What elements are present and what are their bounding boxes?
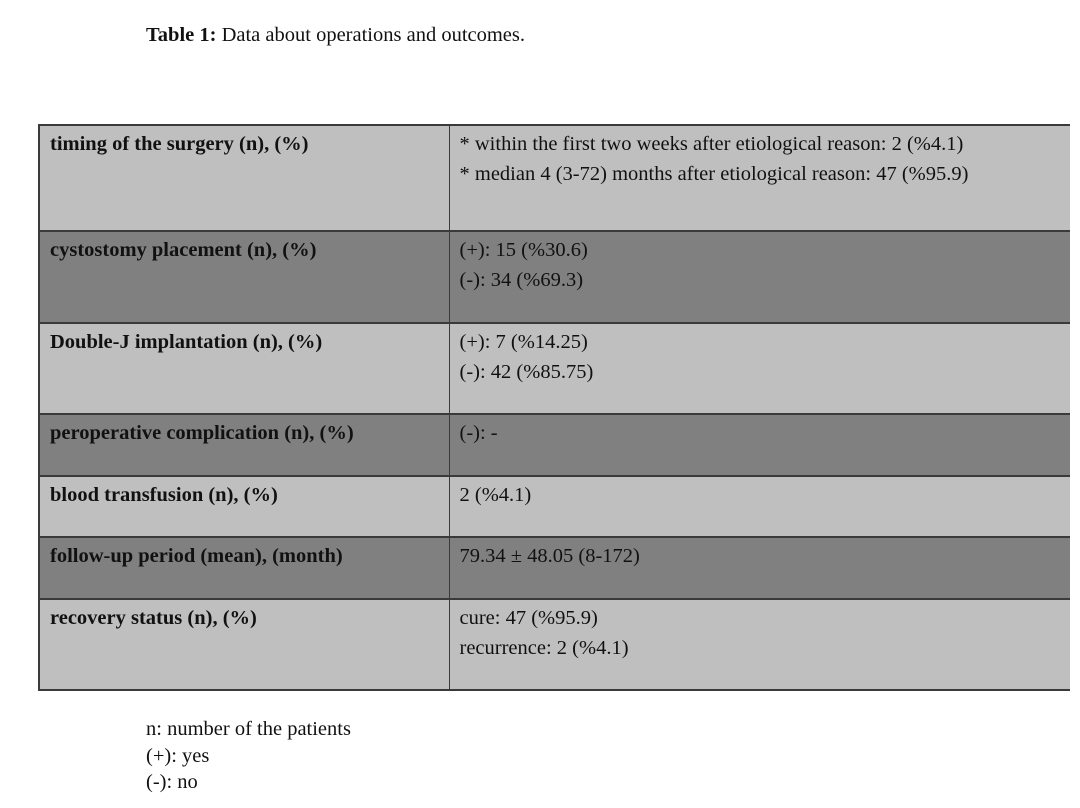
value-line: (-): - [459, 422, 498, 444]
row-label-transfusion: blood transfusion (n), (%) [39, 476, 449, 537]
table-caption-text: Data about operations and outcomes. [216, 24, 526, 46]
value-line: 79.34 ± 48.05 (8-172) [459, 545, 640, 567]
row-value-follow-up [449, 537, 1070, 599]
row-label-cystostomy: cystostomy placement (n), (%) [39, 231, 449, 323]
row-value-peroperative [449, 414, 1070, 476]
table-footnotes [146, 716, 351, 796]
row-value-timing [449, 125, 1070, 231]
row-value-transfusion [449, 476, 1070, 537]
value-line: (+): 7 (%14.25) [459, 331, 588, 353]
value-line: cure: 47 (%95.9) [459, 607, 598, 629]
footnote-no: (-): no [146, 771, 198, 793]
value-line: 2 (%4.1) [459, 484, 532, 506]
table-row-transfusion [39, 476, 1070, 537]
row-label-double-j: Double-J implantation (n), (%) [39, 323, 449, 414]
table-row-timing [39, 125, 1070, 231]
value-line: (+): 15 (%30.6) [459, 239, 588, 261]
value-line: recurrence: 2 (%4.1) [459, 636, 629, 659]
row-value-double-j [449, 323, 1070, 414]
table-row-peroperative [39, 414, 1070, 476]
footnote-n: n: number of the patients [146, 718, 351, 740]
table-caption-label: Table 1: [146, 24, 217, 46]
table-row-follow-up [39, 537, 1070, 599]
row-value-recovery [449, 599, 1070, 690]
table-row-recovery [39, 599, 1070, 690]
footnote-yes: (+): yes [146, 744, 210, 767]
table-row-double-j [39, 323, 1070, 414]
row-label-timing: timing of the surgery (n), (%) [39, 125, 449, 231]
value-line: * median 4 (3-72) months after etiological reason: 47 (%95.9) [459, 162, 969, 185]
row-label-peroperative: peroperative complication (n), (%) [39, 414, 449, 476]
value-line: (-): 42 (%85.75) [459, 360, 594, 383]
table-row-cystostomy [39, 231, 1070, 323]
table-caption [146, 24, 525, 47]
operations-outcomes-table [38, 124, 1070, 691]
value-line: (-): 34 (%69.3) [459, 268, 584, 291]
row-label-recovery: recovery status (n), (%) [39, 599, 449, 690]
value-line: * within the first two weeks after etiological reason: 2 (%4.1) [459, 133, 964, 155]
row-label-follow-up: follow-up period (mean), (month) [39, 537, 449, 599]
row-value-cystostomy [449, 231, 1070, 323]
